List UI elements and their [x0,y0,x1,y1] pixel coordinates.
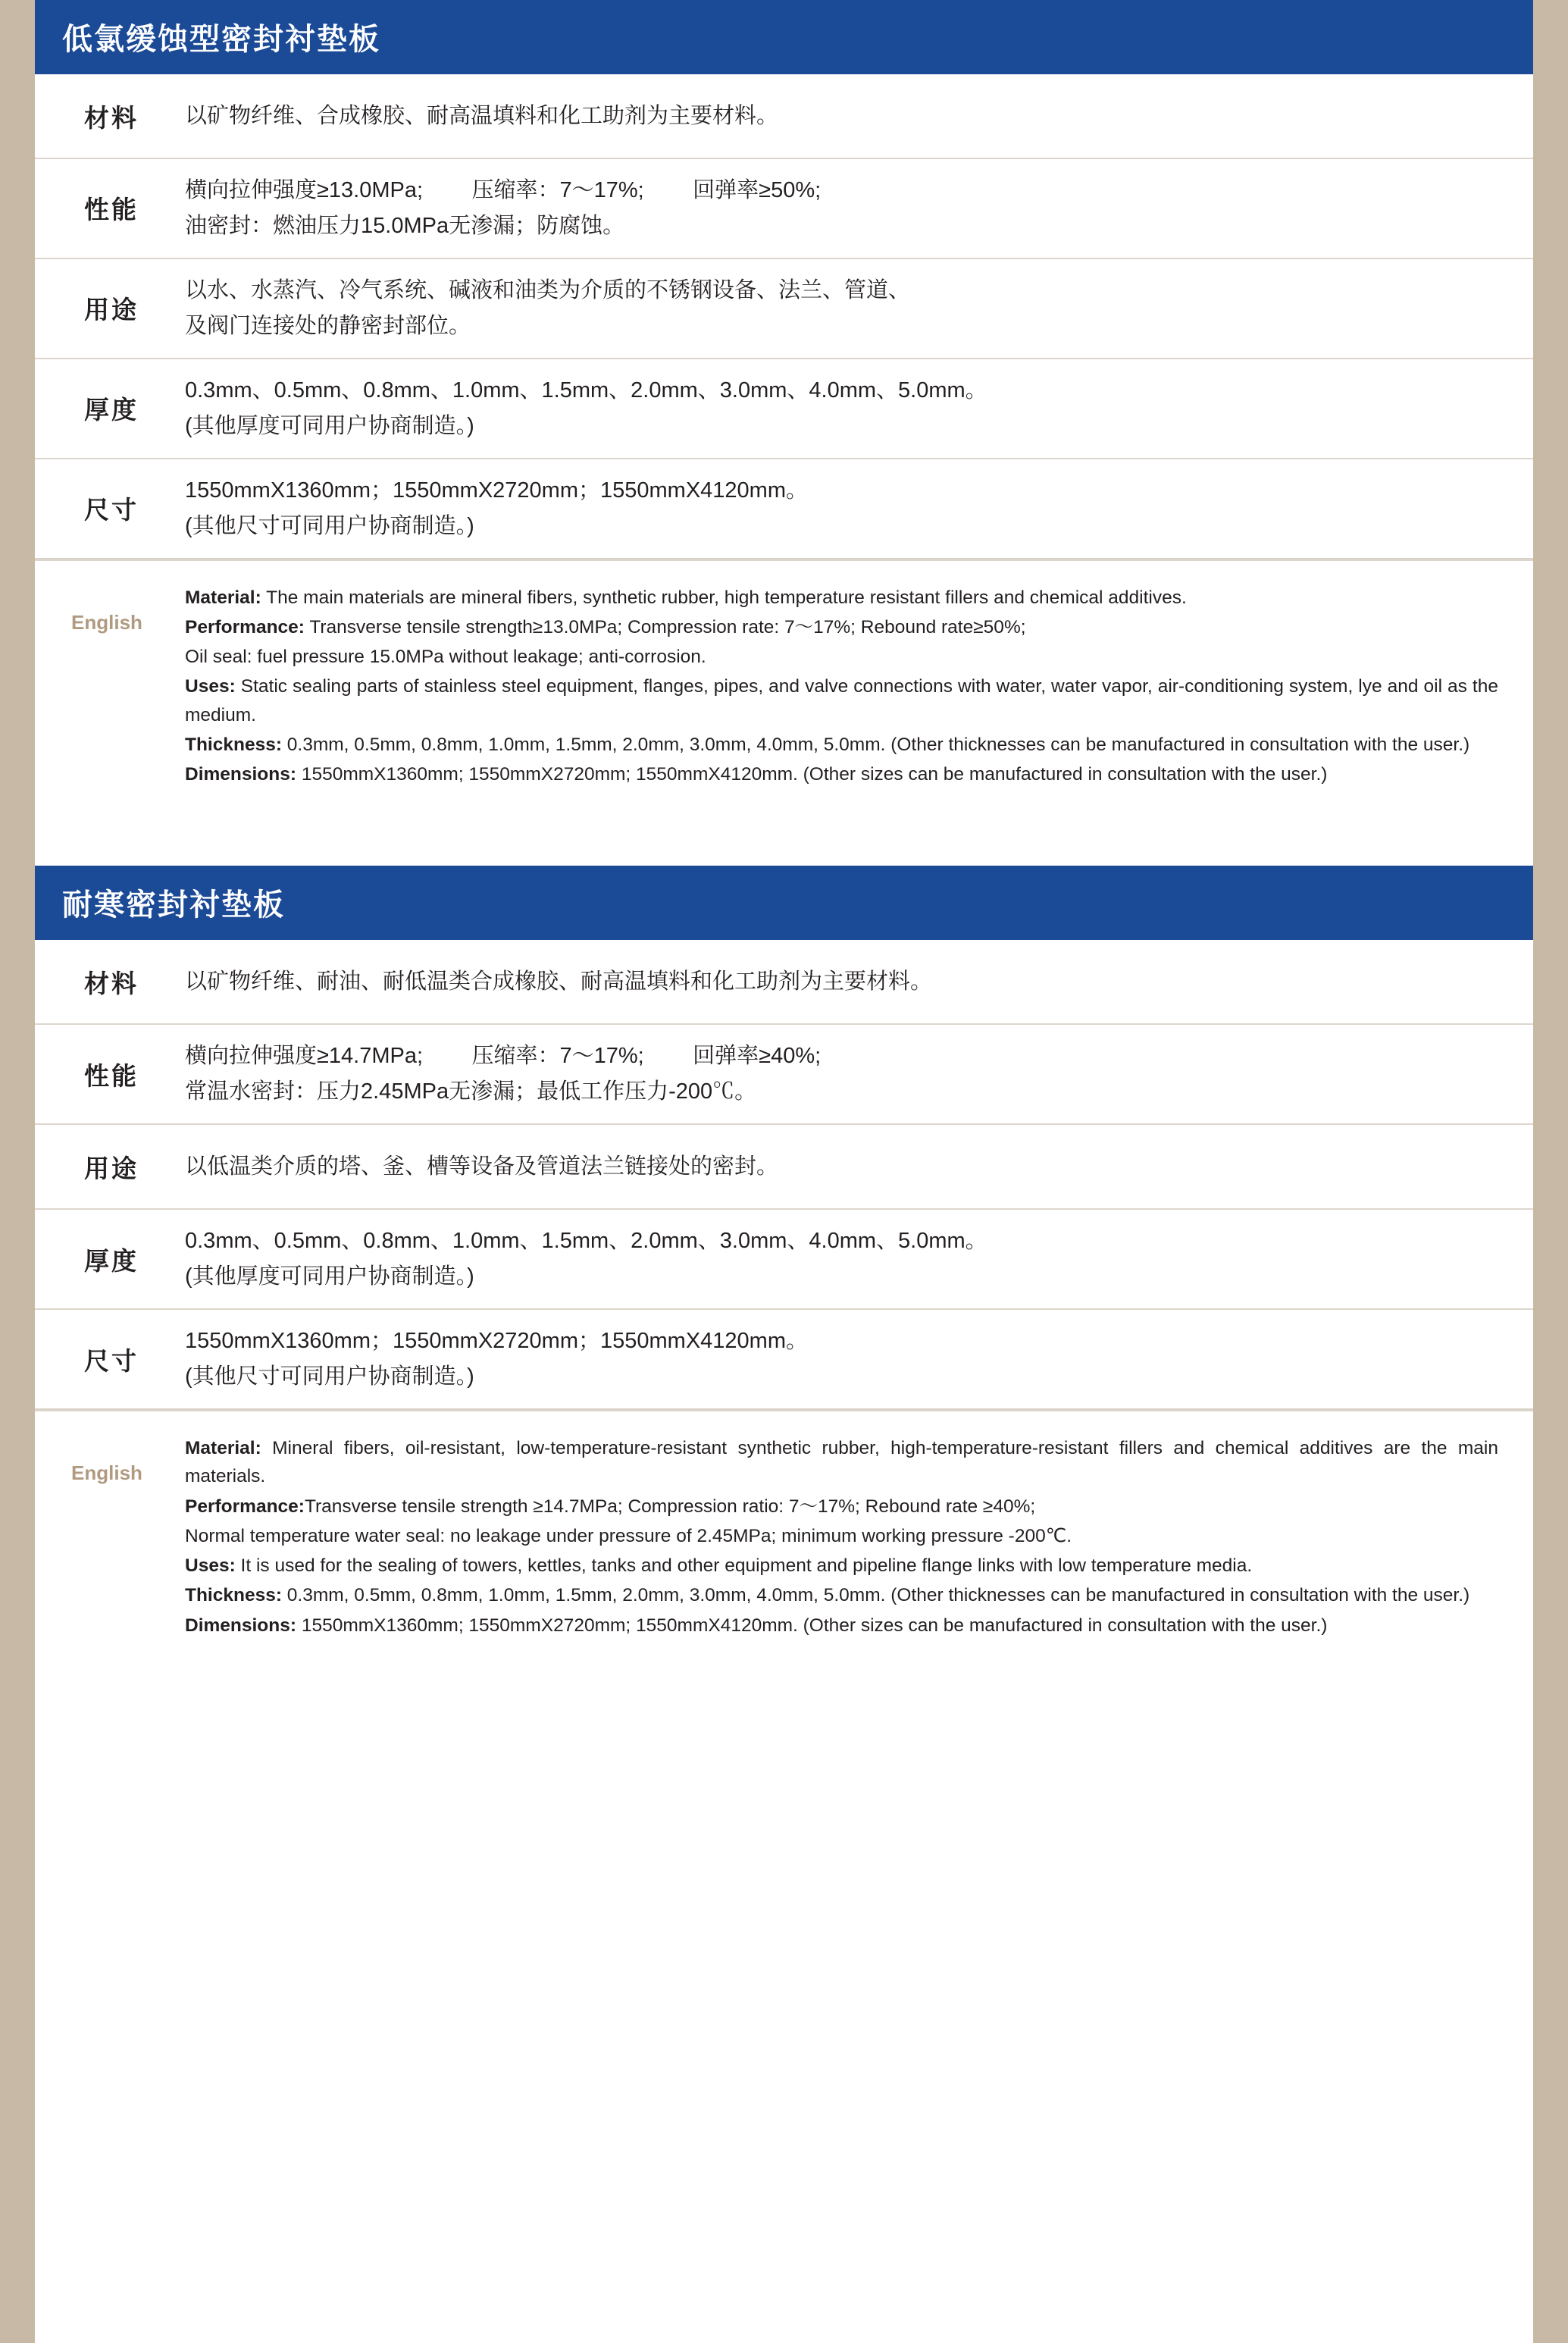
english-key: Material: [185,587,261,608]
spec-label: 性能 [84,196,139,224]
spec-value [179,259,1533,358]
english-body [179,1434,1533,1641]
english-text: Transverse tensile strength≥13.0MPa; Compression rate: 7～17%; Rebound rate≥50%; [304,616,1026,637]
left-edge-strip [0,0,35,2343]
spec-value [179,359,1533,458]
english-key: Material: [185,1438,261,1459]
english-body [179,584,1533,791]
spec-line: (其他尺寸可同用户协商制造。) [185,1364,474,1389]
product-title: 耐寒密封衬垫板 [35,866,1533,940]
spec-table [35,940,1533,1410]
spec-line: 1550mmX1360mm；1550mmX2720mm；1550mmX4120mm。 [185,1329,808,1354]
spec-row [35,1025,1533,1125]
spec-label: 尺寸 [84,1346,139,1375]
english-block [35,559,1533,822]
spec-line: 0.3mm、0.5mm、0.8mm、1.0mm、1.5mm、2.0mm、3.0mm、4.0mm、5.0mm。 [185,1229,987,1254]
english-paragraph [185,731,1498,759]
spec-table [35,74,1533,559]
english-paragraph [185,643,1498,671]
spec-row [35,159,1533,259]
english-paragraph [185,672,1498,728]
spec-label: 材料 [84,969,139,998]
english-text: 0.3mm, 0.5mm, 0.8mm, 1.0mm, 1.5mm, 2.0mm, 3.0mm, 4.0mm, 5.0mm. (Other thicknesses can be manufactured in consultation with the user.) [282,1585,1470,1606]
spec-value [179,1310,1533,1408]
english-text: 1550mmX1360mm; 1550mmX2720mm; 1550mmX4120mm. (Other sizes can be manufactured in consultation with the user.) [296,1615,1328,1636]
page-content [35,0,1533,1673]
spec-label: 性能 [84,1061,139,1090]
english-block [35,1410,1533,1673]
english-text: Transverse tensile strength ≥14.7MPa; Compression ratio: 7～17%; Rebound rate ≥40%; [304,1496,1036,1517]
spec-row [35,359,1533,459]
english-paragraph [185,760,1498,788]
english-paragraph [185,1493,1498,1521]
english-text: Mineral fibers, oil-resistant, low-temperature-resistant synthetic rubber, high-temperature-resistant fillers and chemical additives are the main materials. [185,1438,1498,1487]
product-section [35,866,1533,1672]
english-paragraph [185,1552,1498,1580]
spec-row [35,940,1533,1025]
english-text: It is used for the sealing of towers, kettles, tanks and other equipment and pipeline flange links with low temperature media. [235,1555,1253,1577]
spec-line: (其他厚度可同用户协商制造。) [185,1264,474,1289]
english-paragraph [185,1522,1498,1550]
spec-label: 用途 [84,1154,139,1182]
product-section [35,0,1533,822]
spec-label: 材料 [84,103,139,132]
spec-value [179,159,1533,258]
spec-line: (其他尺寸可同用户协商制造。) [185,513,474,538]
english-paragraph [185,1434,1498,1490]
english-key: Performance: [185,616,305,637]
english-key: Thickness: [185,734,282,755]
spec-line: 以矿物纤维、合成橡胶、耐高温填料和化工助剂为主要材料。 [185,103,779,128]
spec-label: 厚度 [84,1246,139,1275]
spec-line: 及阀门连接处的静密封部位。 [185,313,471,338]
english-key: Dimensions: [185,1615,297,1636]
english-key: Uses: [185,676,236,697]
english-text: 0.3mm, 0.5mm, 0.8mm, 1.0mm, 1.5mm, 2.0mm, 3.0mm, 4.0mm, 5.0mm. (Other thicknesses can be manufactured in consultation with the user.) [282,734,1470,755]
spec-value [179,459,1533,558]
english-text: Normal temperature water seal: no leakage under pressure of 2.45MPa; minimum working pressure -200℃. [185,1525,1072,1546]
english-key: Thickness: [185,1585,282,1606]
spec-value [179,74,1533,158]
spec-line: 以矿物纤维、耐油、耐低温类合成橡胶、耐高温填料和化工助剂为主要材料。 [185,969,933,994]
spec-row [35,259,1533,359]
spec-row [35,1310,1533,1408]
english-label: English [71,1461,142,1485]
spec-line: 常温水密封：压力2.45MPa无渗漏；最低工作压力-200℃。 [185,1079,757,1104]
spec-label: 用途 [84,296,139,324]
spec-line: 横向拉伸强度≥13.0MPa; 压缩率：7～17%; 回弹率≥50%; [185,178,822,202]
spec-row [35,1125,1533,1210]
english-label: English [71,610,142,634]
spec-line: 1550mmX1360mm；1550mmX2720mm；1550mmX4120mm。 [185,478,808,503]
english-key: Dimensions: [185,764,297,785]
english-key: Uses: [185,1555,236,1577]
english-paragraph [185,1612,1498,1640]
spec-row [35,459,1533,558]
spec-line: 以水、水蒸汽、冷气系统、碱液和油类为介质的不锈钢设备、法兰、管道、 [185,277,911,302]
english-key: Performance: [185,1496,305,1517]
spec-value [179,940,1533,1023]
english-text: Static sealing parts of stainless steel equipment, flanges, pipes, and valve connections with water, water vapor, air-conditioning system, lye and oil as the medium. [185,676,1498,725]
english-text: 1550mmX1360mm; 1550mmX2720mm; 1550mmX4120mm. (Other sizes can be manufactured in consultation with the user.) [296,764,1328,785]
spec-label: 厚度 [84,396,139,424]
english-paragraph [185,1581,1498,1609]
spec-label: 尺寸 [84,496,139,525]
english-text: Oil seal: fuel pressure 15.0MPa without leakage; anti-corrosion. [185,647,706,668]
spec-line: 油密封：燃油压力15.0MPa无渗漏；防腐蚀。 [185,213,625,238]
spec-row [35,74,1533,159]
spec-value [179,1025,1533,1123]
product-title: 低氯缓蚀型密封衬垫板 [35,0,1533,74]
spec-line: (其他厚度可同用户协商制造。) [185,413,474,438]
spec-value [179,1210,1533,1308]
spec-line: 0.3mm、0.5mm、0.8mm、1.0mm、1.5mm、2.0mm、3.0mm、4.0mm、5.0mm。 [185,377,987,403]
spec-line: 横向拉伸强度≥14.7MPa; 压缩率：7～17%; 回弹率≥40%; [185,1044,822,1069]
english-paragraph [185,613,1498,641]
english-text: The main materials are mineral fibers, synthetic rubber, high temperature resistant fillers and chemical additives. [261,587,1187,608]
spec-row [35,1210,1533,1310]
english-paragraph [185,584,1498,612]
right-edge-strip [1533,0,1568,2343]
spec-line: 以低温类介质的塔、釜、槽等设备及管道法兰链接处的密封。 [185,1154,779,1179]
spec-value [179,1125,1533,1208]
